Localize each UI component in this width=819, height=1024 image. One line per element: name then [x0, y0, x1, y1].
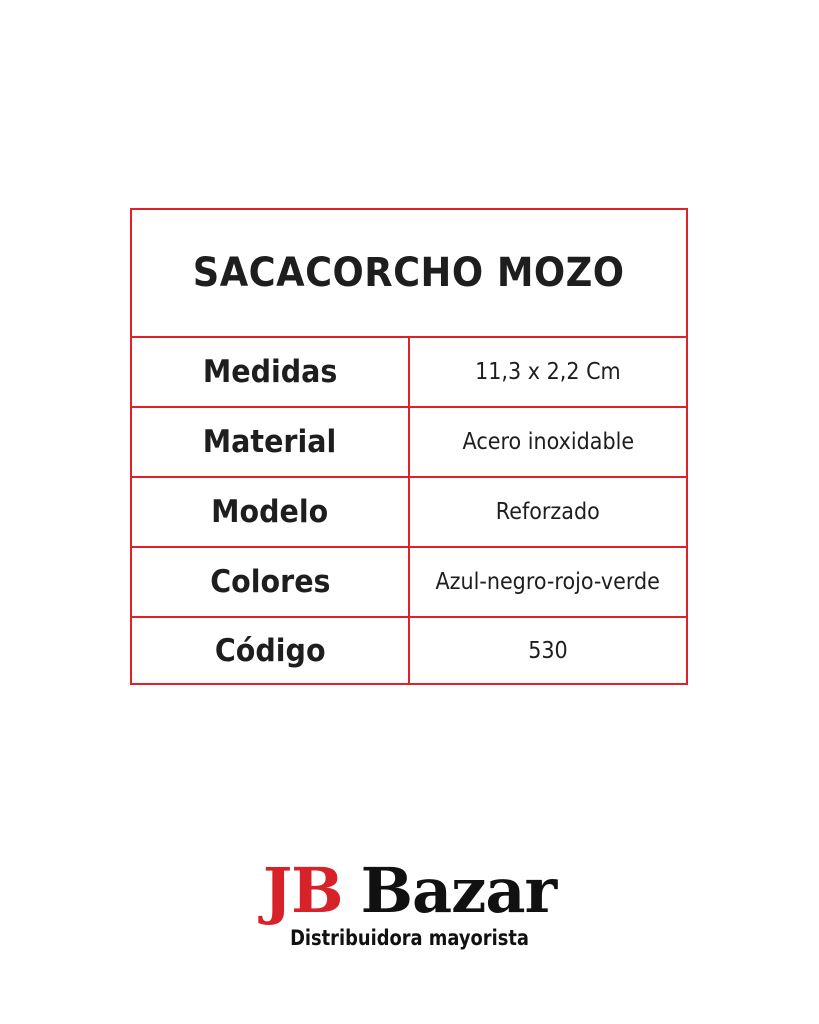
- spec-row-modelo: [132, 478, 686, 548]
- product-title: SACACORCHO MOZO: [193, 250, 625, 296]
- logo-jb-text: JB: [262, 854, 343, 927]
- spec-label-cell: [132, 478, 410, 546]
- spec-value: 11,3 x 2,2 Cm: [475, 359, 621, 385]
- spec-label-cell: [132, 548, 410, 616]
- spec-label: Colores: [209, 564, 331, 600]
- spec-label-cell: [132, 408, 410, 476]
- spec-value: Azul-negro-rojo-verde: [435, 569, 661, 595]
- spec-value: 530: [528, 637, 568, 664]
- spec-value: Acero inoxidable: [462, 429, 634, 455]
- spec-value: Reforzado: [495, 499, 601, 525]
- logo-wordmark: [0, 854, 819, 927]
- spec-row-codigo: [132, 618, 686, 683]
- spec-label: Medidas: [202, 354, 338, 390]
- logo-bazar-text: Bazar: [360, 854, 557, 927]
- spec-label-cell: [132, 338, 410, 406]
- product-title-cell: [132, 210, 686, 338]
- spec-row-medidas: [132, 338, 686, 408]
- spec-label: Código: [214, 632, 326, 669]
- spec-value-cell: [410, 408, 686, 476]
- spec-label: Modelo: [211, 494, 329, 530]
- spec-row-material: [132, 408, 686, 478]
- spec-value-cell: [410, 548, 686, 616]
- spec-value-cell: [410, 478, 686, 546]
- logo-tagline: Distribuidora mayorista: [290, 926, 529, 950]
- spec-value-cell: [410, 338, 686, 406]
- spec-label: Material: [203, 424, 337, 460]
- brand-logo: [0, 854, 819, 950]
- product-spec-table: [130, 208, 688, 685]
- spec-label-cell: [132, 618, 410, 683]
- spec-value-cell: [410, 618, 686, 683]
- spec-row-colores: [132, 548, 686, 618]
